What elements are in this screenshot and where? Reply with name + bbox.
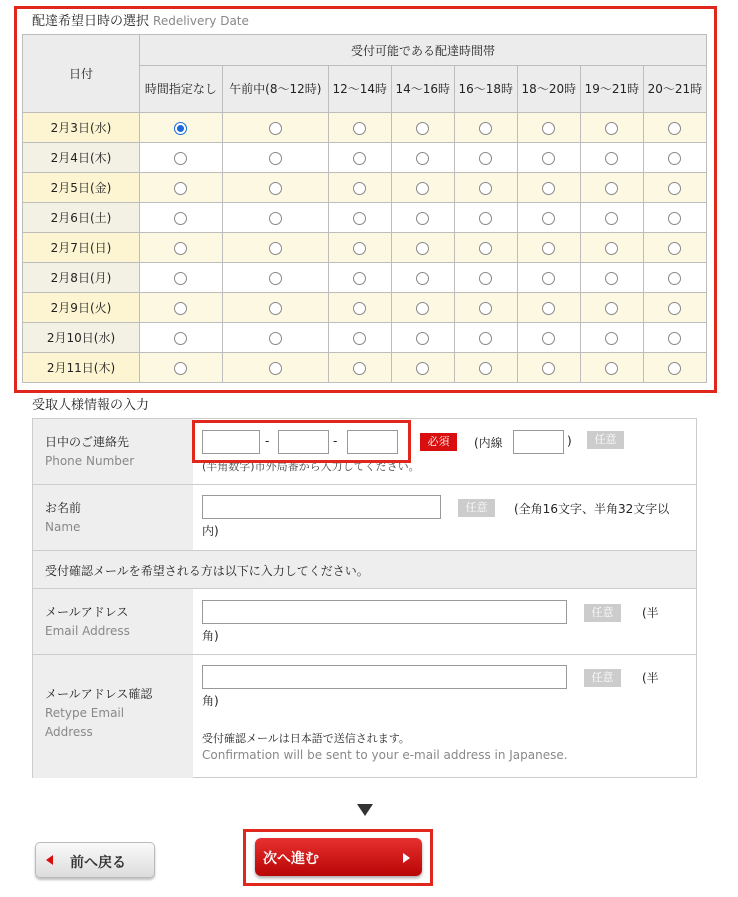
optional-badge: 任意 [584,669,621,687]
date-cell: 2月9日(火) [23,293,140,323]
slot-cell [222,323,328,353]
time-slot-radio[interactable] [416,122,429,135]
time-slot-radio[interactable] [542,122,555,135]
slot-cell [517,353,580,383]
time-slot-radio[interactable] [353,242,366,255]
confirmation-note-en: Confirmation will be sent to your e-mail address in Japanese. [202,748,568,762]
time-slot-radio[interactable] [416,152,429,165]
email-hint-cont: 角) [202,629,219,643]
slot-cell [140,323,223,353]
time-slot-radio[interactable] [353,272,366,285]
slot-cell [140,263,223,293]
time-slot-radio[interactable] [668,182,681,195]
slot-cell [454,173,517,203]
email-input[interactable] [202,600,567,624]
time-slot-radio[interactable] [542,272,555,285]
slot-cell [222,143,328,173]
slot-cell [222,113,328,143]
optional-badge: 任意 [587,431,624,449]
time-slot-radio[interactable] [353,212,366,225]
email-confirm-hint: (半 [642,671,659,685]
date-row [23,263,707,293]
slot-cell [580,143,643,173]
slot-cell [140,233,223,263]
time-slot-radio[interactable] [416,242,429,255]
slot-cell [580,323,643,353]
phone-label: 日中のご連絡先 Phone Number [33,419,193,484]
time-slot-radio[interactable] [353,362,366,375]
delivery-title-ja: 配達希望日時の選択 [32,14,150,29]
slot-cell [643,143,706,173]
date-cell: 2月8日(月) [23,263,140,293]
email-hint: (半 [642,606,659,620]
time-slot-radio[interactable] [353,332,366,345]
slot-cell [454,293,517,323]
time-slot-radio[interactable] [605,152,618,165]
date-cell: 2月3日(水) [23,113,140,143]
date-column-header: 日付 [23,35,140,113]
name-row [33,485,696,551]
phone-hint: (半角数字)市外局番から入力してください。 [202,460,420,473]
slot-cell [580,203,643,233]
time-slot-radio[interactable] [416,332,429,345]
slot-cell [391,233,454,263]
right-arrow-icon [403,853,410,863]
time-slot-radio[interactable] [479,332,492,345]
slot-cell [454,113,517,143]
slot-cell [517,203,580,233]
optional-badge: 任意 [458,499,495,517]
slot-cell [454,203,517,233]
time-slot-radio[interactable] [353,302,366,315]
slot-cell [643,233,706,263]
time-slot-radio[interactable] [416,272,429,285]
slot-cell [140,173,223,203]
time-slot-radio[interactable] [479,302,492,315]
slot-cell [328,353,391,383]
time-slot-radio[interactable] [542,182,555,195]
slot-cell [391,263,454,293]
slot-cell [222,203,328,233]
slot-cell [580,173,643,203]
time-slot-radio[interactable] [353,122,366,135]
slot-cell [580,233,643,263]
delivery-schedule-table [22,34,707,383]
email-note: 受付確認メールを希望される方は以下に入力してください。 [45,564,369,578]
phone-separator-2: - [333,434,338,448]
time-slot-radio[interactable] [668,362,681,375]
slot-header-6: 19〜21時 [580,66,643,113]
date-cell: 2月5日(金) [23,173,140,203]
time-slot-radio[interactable] [479,272,492,285]
next-button-label: 次へ進む [263,851,319,867]
time-slot-radio[interactable] [269,362,282,375]
time-slot-radio[interactable] [174,122,187,135]
slot-cell [328,263,391,293]
date-cell: 2月4日(木) [23,143,140,173]
time-slot-radio[interactable] [668,152,681,165]
slot-cell [454,353,517,383]
time-slot-radio[interactable] [174,332,187,345]
slot-cell [643,353,706,383]
slot-header-3: 14〜16時 [391,66,454,113]
time-slot-radio[interactable] [605,272,618,285]
time-slot-radio[interactable] [269,122,282,135]
time-slot-radio[interactable] [542,332,555,345]
slot-cell [391,353,454,383]
date-cell: 2月10日(水) [23,323,140,353]
slot-cell [517,323,580,353]
back-button[interactable] [35,842,155,878]
date-cell: 2月11日(木) [23,353,140,383]
slot-cell [328,293,391,323]
date-row [23,113,707,143]
extension-input[interactable] [513,430,564,454]
time-slot-radio[interactable] [269,242,282,255]
date-row [23,293,707,323]
slot-cell [391,173,454,203]
slot-cell [328,113,391,143]
time-slot-radio[interactable] [668,272,681,285]
slot-cell [328,173,391,203]
recipient-section-title: 受取人様情報の入力 [32,398,150,413]
time-slot-radio[interactable] [269,212,282,225]
time-slot-radio[interactable] [479,152,492,165]
slot-cell [454,233,517,263]
slot-header-0: 時間指定なし [140,66,223,113]
slot-cell [643,173,706,203]
date-cell: 2月7日(日) [23,233,140,263]
slot-cell [391,113,454,143]
slot-cell [391,293,454,323]
recipient-form [32,418,697,778]
name-label: お名前 Name [33,485,193,550]
email-confirm-hint-cont: 角) [202,694,219,708]
time-slot-radio[interactable] [542,152,555,165]
confirmation-note-ja: 受付確認メールは日本語で送信されます。 [202,732,410,745]
slot-cell [391,203,454,233]
slot-cell [643,323,706,353]
name-input[interactable] [202,495,441,519]
optional-badge: 任意 [584,604,621,622]
time-slot-radio[interactable] [174,362,187,375]
time-slot-radio[interactable] [605,332,618,345]
slot-cell [328,143,391,173]
time-slot-radio[interactable] [542,212,555,225]
slot-cell [517,173,580,203]
extension-close: ) [567,434,572,448]
name-hint: (全角16文字、半角32文字以 [514,502,670,516]
slot-cell [328,323,391,353]
slot-cell [222,233,328,263]
name-hint-cont: 内) [202,524,219,538]
extension-label: (内線 [474,436,503,450]
slot-header-1: 午前中(8〜12時) [222,66,328,113]
slots-column-header: 受付可能である配達時間帯 [140,35,707,66]
time-slot-radio[interactable] [416,302,429,315]
next-button[interactable] [255,838,422,876]
slot-cell [391,323,454,353]
slot-cell [643,263,706,293]
slot-cell [580,263,643,293]
time-slot-radio[interactable] [479,242,492,255]
time-slot-radio[interactable] [668,242,681,255]
back-button-label: 前へ戻る [70,855,126,871]
time-slot-radio[interactable] [605,242,618,255]
slot-cell [517,113,580,143]
time-slot-radio[interactable] [479,122,492,135]
slot-cell [140,353,223,383]
slot-cell [643,113,706,143]
time-slot-radio[interactable] [668,332,681,345]
slot-cell [517,143,580,173]
slot-cell [222,263,328,293]
time-slot-radio[interactable] [269,152,282,165]
slot-cell [391,143,454,173]
left-arrow-icon [46,855,53,865]
slot-cell [517,263,580,293]
slot-cell [517,293,580,323]
delivery-title-en: Redelivery Date [153,14,249,28]
time-slot-radio[interactable] [174,302,187,315]
slot-cell [454,143,517,173]
email-confirm-input[interactable] [202,665,567,689]
time-slot-radio[interactable] [416,362,429,375]
time-slot-radio[interactable] [479,212,492,225]
slot-cell [140,113,223,143]
slot-cell [580,113,643,143]
date-row [23,173,707,203]
slot-header-4: 16〜18時 [454,66,517,113]
time-slot-radio[interactable] [269,272,282,285]
slot-header-5: 18〜20時 [517,66,580,113]
time-slot-radio[interactable] [542,302,555,315]
time-slot-radio[interactable] [174,242,187,255]
slot-cell [454,323,517,353]
time-slot-radio[interactable] [668,212,681,225]
email-row [33,589,696,655]
time-slot-radio[interactable] [605,362,618,375]
slot-cell [222,353,328,383]
date-row [23,323,707,353]
delivery-section-title [32,10,249,29]
date-row [23,203,707,233]
time-slot-radio[interactable] [174,182,187,195]
date-row [23,353,707,383]
slot-cell [454,263,517,293]
slot-cell [580,293,643,323]
email-confirm-row [33,655,696,778]
time-slot-radio[interactable] [416,182,429,195]
email-confirm-label: メールアドレス確認 Retype Email Address [33,655,193,778]
date-row [23,143,707,173]
slot-cell [140,143,223,173]
phone-highlight-frame [192,420,411,463]
time-slot-radio[interactable] [174,152,187,165]
time-slot-radio[interactable] [542,242,555,255]
slot-cell [328,233,391,263]
date-cell: 2月6日(土) [23,203,140,233]
slot-cell [222,293,328,323]
email-label: メールアドレス Email Address [33,589,193,654]
time-slot-radio[interactable] [353,152,366,165]
time-slot-radio[interactable] [479,362,492,375]
slot-cell [643,293,706,323]
slot-cell [580,353,643,383]
time-slot-radio[interactable] [269,302,282,315]
time-slot-radio[interactable] [269,332,282,345]
time-slot-radio[interactable] [416,212,429,225]
time-slot-radio[interactable] [605,122,618,135]
time-slot-radio[interactable] [174,272,187,285]
time-slot-radio[interactable] [269,182,282,195]
time-slot-radio[interactable] [668,122,681,135]
email-note-row [33,551,696,589]
slot-header-7: 20〜21時 [643,66,706,113]
phone-separator-1: - [265,434,270,448]
time-slot-radio[interactable] [542,362,555,375]
slot-cell [222,173,328,203]
time-slot-radio[interactable] [605,182,618,195]
time-slot-radio[interactable] [479,182,492,195]
time-slot-radio[interactable] [605,212,618,225]
time-slot-radio[interactable] [174,212,187,225]
time-slot-radio[interactable] [605,302,618,315]
slot-cell [643,203,706,233]
slot-header-2: 12〜14時 [328,66,391,113]
required-badge: 必須 [420,433,457,451]
time-slot-radio[interactable] [668,302,681,315]
slot-cell [140,203,223,233]
slot-cell [140,293,223,323]
slot-cell [328,203,391,233]
time-slot-radio[interactable] [353,182,366,195]
slot-cell [517,233,580,263]
down-arrow-icon [357,804,373,816]
date-row [23,233,707,263]
